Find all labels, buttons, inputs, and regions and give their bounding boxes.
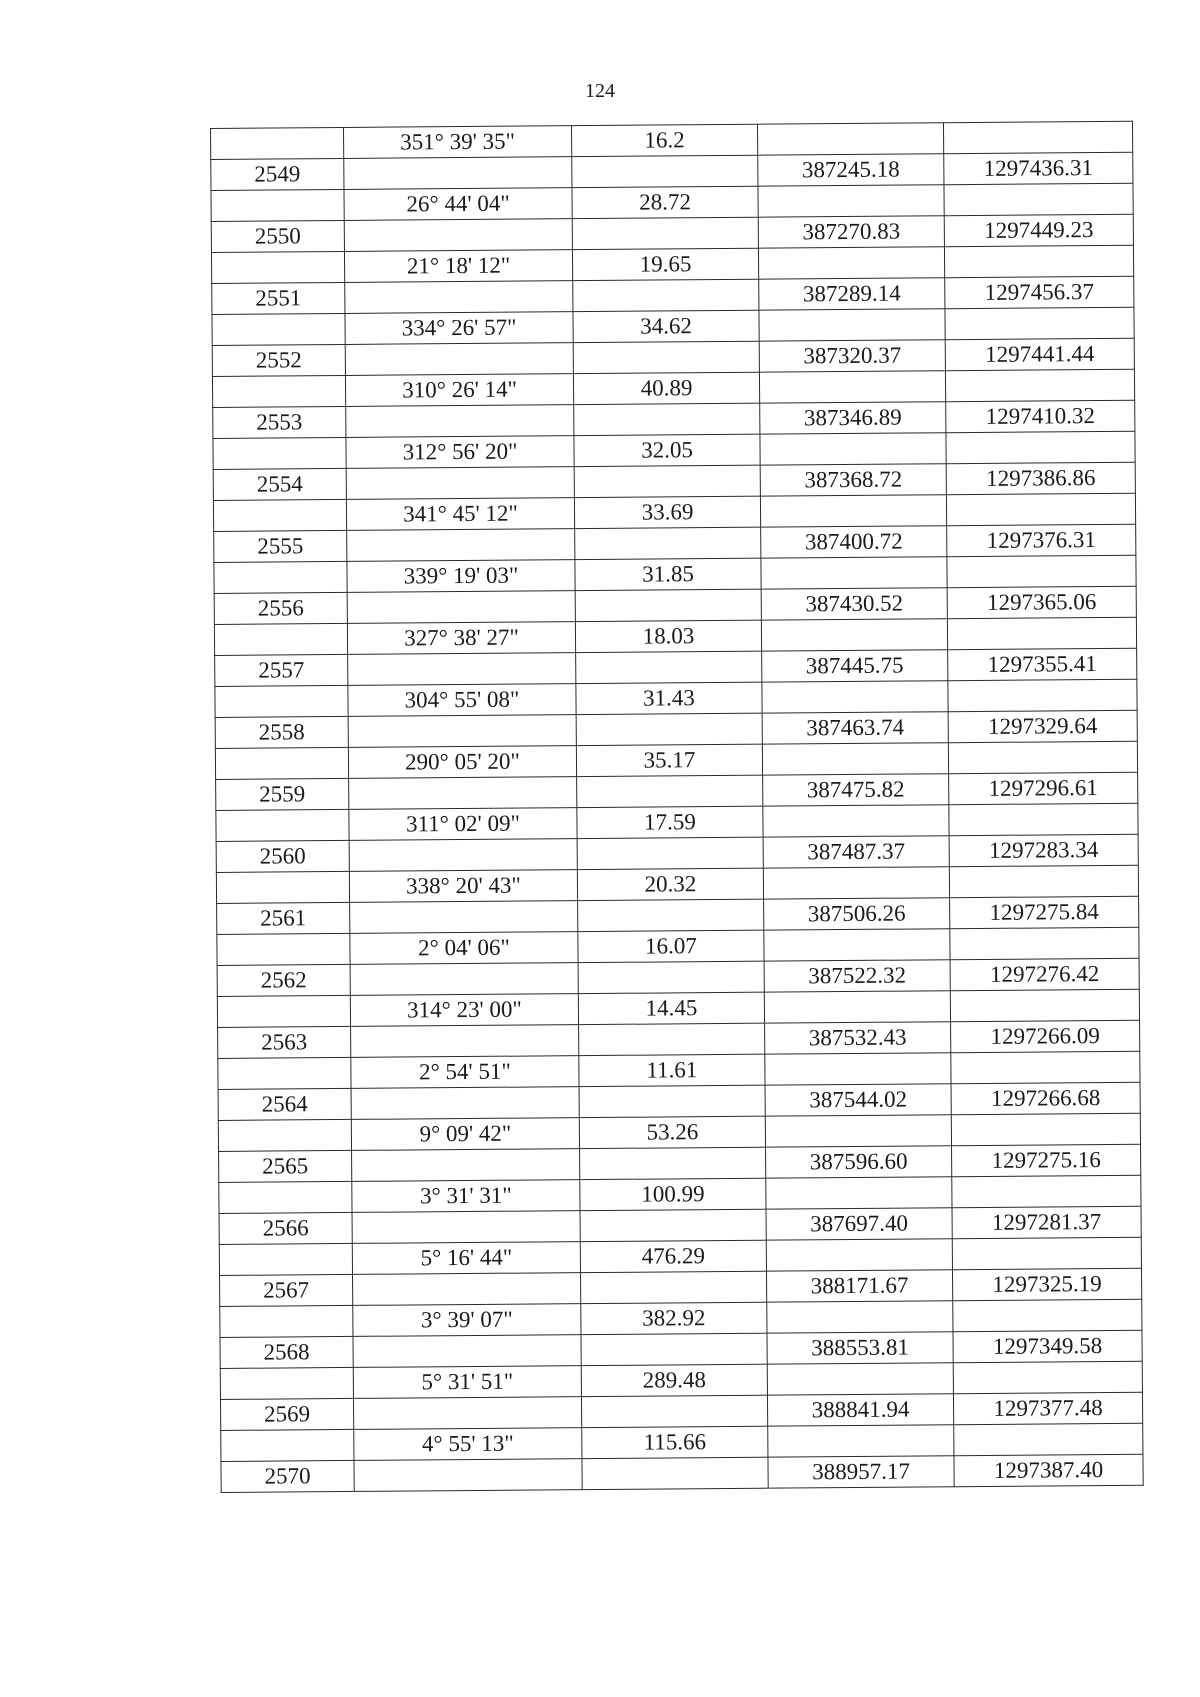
northing-cell: 388841.94 [767, 1394, 953, 1426]
distance-cell [572, 217, 758, 249]
bearing-cell: 26° 44' 04" [344, 188, 572, 221]
bearing-cell [346, 405, 574, 438]
northing-cell [763, 867, 949, 899]
northing-cell [760, 495, 946, 527]
bearing-cell: 290° 05' 20" [348, 746, 576, 779]
bearing-cell [348, 715, 576, 748]
easting-cell [947, 555, 1136, 587]
easting-cell: 1297266.68 [951, 1082, 1140, 1114]
northing-cell [765, 1115, 951, 1147]
bearing-cell: 5° 31' 51" [353, 1366, 581, 1399]
bearing-cell: 2° 04' 06" [350, 932, 578, 965]
station-cell [213, 499, 346, 531]
station-cell [219, 1243, 352, 1275]
northing-cell [762, 743, 948, 775]
bearing-cell [349, 839, 577, 872]
station-cell [212, 313, 345, 345]
survey-table-body [211, 121, 1144, 1492]
northing-cell [763, 805, 949, 837]
bearing-cell [350, 901, 578, 934]
bearing-cell: 4° 55' 13" [354, 1428, 582, 1461]
bearing-cell: 334° 26' 57" [345, 312, 573, 345]
bearing-cell: 304° 55' 08" [348, 684, 576, 717]
distance-cell [574, 465, 760, 497]
northing-cell [761, 619, 947, 651]
distance-cell: 31.85 [575, 558, 761, 590]
northing-cell: 387532.43 [765, 1022, 951, 1054]
northing-cell [765, 1053, 951, 1085]
bearing-cell: 311° 02' 09" [349, 808, 577, 841]
station-cell: 2551 [212, 282, 345, 314]
station-cell [213, 437, 346, 469]
distance-cell [582, 1457, 768, 1489]
distance-cell [579, 1085, 765, 1117]
distance-cell: 40.89 [573, 372, 759, 404]
bearing-cell: 3° 31' 31" [352, 1180, 580, 1213]
distance-cell: 19.65 [572, 248, 758, 280]
station-cell: 2549 [211, 158, 344, 190]
easting-cell: 1297386.86 [946, 462, 1135, 494]
station-cell [214, 623, 347, 655]
distance-cell: 34.62 [573, 310, 759, 342]
station-cell: 2567 [220, 1274, 353, 1306]
easting-cell [944, 183, 1133, 215]
distance-cell: 289.48 [581, 1364, 767, 1396]
bearing-cell [353, 1397, 581, 1430]
bearing-cell: 5° 16' 44" [352, 1242, 580, 1275]
bearing-cell: 341° 45' 12" [346, 498, 574, 531]
bearing-cell [345, 343, 573, 376]
northing-cell: 388171.67 [766, 1270, 952, 1302]
distance-cell: 17.59 [577, 806, 763, 838]
easting-cell [943, 121, 1132, 153]
station-cell: 2559 [216, 778, 349, 810]
distance-cell: 11.61 [579, 1054, 765, 1086]
northing-cell: 387475.82 [763, 774, 949, 806]
easting-cell [948, 741, 1137, 773]
distance-cell: 16.2 [571, 124, 757, 156]
easting-cell: 1297387.40 [954, 1454, 1143, 1486]
station-cell: 2553 [213, 406, 346, 438]
bearing-cell: 9° 09' 42" [351, 1118, 579, 1151]
northing-cell: 387506.26 [764, 898, 950, 930]
northing-cell [764, 991, 950, 1023]
easting-cell: 1297436.31 [944, 152, 1133, 184]
station-cell: 2550 [211, 220, 344, 252]
easting-cell: 1297365.06 [947, 586, 1136, 618]
easting-cell [954, 1423, 1143, 1455]
easting-cell [951, 1113, 1140, 1145]
northing-cell: 387346.89 [760, 402, 946, 434]
bearing-cell [352, 1211, 580, 1244]
easting-cell [947, 617, 1136, 649]
distance-cell [578, 961, 764, 993]
northing-cell [767, 1363, 953, 1395]
easting-cell [946, 431, 1135, 463]
page-number: 124 [585, 80, 615, 102]
bearing-cell [349, 777, 577, 810]
station-cell [217, 933, 350, 965]
station-cell: 2558 [215, 716, 348, 748]
distance-cell [572, 155, 758, 187]
distance-cell [575, 527, 761, 559]
easting-cell [951, 1051, 1140, 1083]
bearing-cell: 314° 23' 00" [350, 994, 578, 1027]
distance-cell [573, 341, 759, 373]
station-cell: 2569 [220, 1398, 353, 1430]
bearing-cell: 339° 19' 03" [347, 560, 575, 593]
easting-cell: 1297355.41 [948, 648, 1137, 680]
northing-cell [758, 247, 944, 279]
distance-cell [576, 713, 762, 745]
station-cell: 2555 [214, 530, 347, 562]
easting-cell: 1297376.31 [947, 524, 1136, 556]
distance-cell: 14.45 [578, 992, 764, 1024]
bearing-cell [351, 1025, 579, 1058]
bearing-cell [346, 467, 574, 500]
distance-cell: 100.99 [580, 1178, 766, 1210]
bearing-cell: 312° 56' 20" [346, 436, 574, 469]
distance-cell: 20.32 [577, 868, 763, 900]
easting-cell [944, 245, 1133, 277]
distance-cell [581, 1271, 767, 1303]
bearing-cell [347, 529, 575, 562]
northing-cell: 387400.72 [761, 526, 947, 558]
station-cell: 2564 [218, 1088, 351, 1120]
station-cell [219, 1181, 352, 1213]
northing-cell: 387463.74 [762, 712, 948, 744]
easting-cell [952, 1237, 1141, 1269]
station-cell: 2554 [213, 468, 346, 500]
bearing-cell [351, 1087, 579, 1120]
easting-cell [946, 493, 1135, 525]
bearing-cell [348, 653, 576, 686]
station-cell [220, 1367, 353, 1399]
distance-cell: 33.69 [574, 496, 760, 528]
station-cell [215, 747, 348, 779]
station-cell [218, 1119, 351, 1151]
bearing-cell [352, 1149, 580, 1182]
easting-cell: 1297441.44 [945, 338, 1134, 370]
distance-cell: 31.43 [576, 682, 762, 714]
easting-cell [953, 1361, 1142, 1393]
easting-cell: 1297276.42 [950, 958, 1139, 990]
station-cell [211, 251, 344, 283]
distance-cell [581, 1333, 767, 1365]
easting-cell: 1297325.19 [952, 1268, 1141, 1300]
easting-cell [945, 369, 1134, 401]
easting-cell [948, 679, 1137, 711]
station-cell: 2568 [220, 1336, 353, 1368]
station-cell: 2562 [217, 964, 350, 996]
northing-cell [758, 185, 944, 217]
northing-cell [761, 557, 947, 589]
station-cell [217, 995, 350, 1027]
station-cell [211, 189, 344, 221]
northing-cell [767, 1301, 953, 1333]
easting-cell [945, 307, 1134, 339]
easting-cell [950, 927, 1139, 959]
bearing-cell: 3° 39' 07" [353, 1304, 581, 1337]
easting-cell: 1297329.64 [948, 710, 1137, 742]
station-cell: 2557 [215, 654, 348, 686]
distance-cell [579, 1023, 765, 1055]
distance-cell [573, 279, 759, 311]
station-cell: 2563 [218, 1026, 351, 1058]
distance-cell [576, 651, 762, 683]
bearing-cell [354, 1459, 582, 1492]
distance-cell [577, 837, 763, 869]
distance-cell: 18.03 [575, 620, 761, 652]
station-cell [214, 561, 347, 593]
station-cell: 2560 [216, 840, 349, 872]
northing-cell [759, 371, 945, 403]
station-cell: 2566 [219, 1212, 352, 1244]
bearing-cell: 327° 38' 27" [347, 622, 575, 655]
distance-cell: 35.17 [576, 744, 762, 776]
northing-cell: 387445.75 [762, 650, 948, 682]
distance-cell [575, 589, 761, 621]
bearing-cell [344, 157, 572, 190]
bearing-cell [345, 281, 573, 314]
northing-cell [762, 681, 948, 713]
station-row [221, 1454, 1143, 1492]
easting-cell [949, 865, 1138, 897]
northing-cell: 387522.32 [764, 960, 950, 992]
station-cell: 2552 [212, 344, 345, 376]
station-cell [211, 127, 344, 159]
distance-cell [580, 1209, 766, 1241]
easting-cell [949, 803, 1138, 835]
station-cell [218, 1057, 351, 1089]
easting-cell: 1297349.58 [953, 1330, 1142, 1362]
northing-cell [757, 123, 943, 155]
station-cell [221, 1429, 354, 1461]
northing-cell [766, 1239, 952, 1271]
easting-cell: 1297456.37 [945, 276, 1134, 308]
easting-cell: 1297275.84 [950, 896, 1139, 928]
northing-cell [760, 433, 946, 465]
easting-cell [950, 989, 1139, 1021]
distance-cell: 115.66 [582, 1426, 768, 1458]
easting-cell: 1297275.16 [952, 1144, 1141, 1176]
northing-cell [764, 929, 950, 961]
station-cell [216, 809, 349, 841]
distance-cell [580, 1147, 766, 1179]
northing-cell: 387289.14 [759, 278, 945, 310]
bearing-cell [347, 591, 575, 624]
easting-cell: 1297283.34 [949, 834, 1138, 866]
northing-cell: 387596.60 [766, 1146, 952, 1178]
bearing-cell: 2° 54' 51" [351, 1056, 579, 1089]
easting-cell: 1297296.61 [949, 772, 1138, 804]
bearing-cell [350, 963, 578, 996]
bearing-cell: 338° 20' 43" [349, 870, 577, 903]
station-cell [220, 1305, 353, 1337]
northing-cell: 387245.18 [758, 154, 944, 186]
distance-cell: 16.07 [578, 930, 764, 962]
bearing-cell: 351° 39' 35" [343, 126, 571, 159]
station-cell [212, 375, 345, 407]
northing-cell: 388553.81 [767, 1332, 953, 1364]
easting-cell: 1297377.48 [953, 1392, 1142, 1424]
bearing-cell: 310° 26' 14" [345, 374, 573, 407]
bearing-cell [353, 1273, 581, 1306]
bearing-cell: 21° 18' 12" [344, 250, 572, 283]
distance-cell: 28.72 [572, 186, 758, 218]
easting-cell [952, 1175, 1141, 1207]
distance-cell: 32.05 [574, 434, 760, 466]
distance-cell: 53.26 [579, 1116, 765, 1148]
northing-cell: 387544.02 [765, 1084, 951, 1116]
distance-cell: 476.29 [580, 1240, 766, 1272]
bearing-cell [353, 1335, 581, 1368]
distance-cell [578, 899, 764, 931]
distance-cell [577, 775, 763, 807]
station-cell [215, 685, 348, 717]
easting-cell: 1297281.37 [952, 1206, 1141, 1238]
station-cell: 2565 [219, 1150, 352, 1182]
easting-cell: 1297266.09 [951, 1020, 1140, 1052]
northing-cell: 388957.17 [768, 1456, 954, 1488]
station-cell: 2561 [217, 902, 350, 934]
easting-cell: 1297449.23 [944, 214, 1133, 246]
easting-cell: 1297410.32 [946, 400, 1135, 432]
station-cell: 2556 [214, 592, 347, 624]
northing-cell: 387697.40 [766, 1208, 952, 1240]
northing-cell [766, 1177, 952, 1209]
distance-cell [581, 1395, 767, 1427]
northing-cell: 387430.52 [761, 588, 947, 620]
northing-cell: 387320.37 [759, 340, 945, 372]
station-cell: 2570 [221, 1460, 354, 1492]
northing-cell [768, 1425, 954, 1457]
distance-cell [574, 403, 760, 435]
easting-cell [953, 1299, 1142, 1331]
survey-coordinates-table [210, 121, 1144, 1493]
distance-cell: 382.92 [581, 1302, 767, 1334]
northing-cell [759, 309, 945, 341]
station-cell [216, 871, 349, 903]
northing-cell: 387368.72 [760, 464, 946, 496]
northing-cell: 387270.83 [758, 216, 944, 248]
northing-cell: 387487.37 [763, 836, 949, 868]
bearing-cell [344, 219, 572, 252]
